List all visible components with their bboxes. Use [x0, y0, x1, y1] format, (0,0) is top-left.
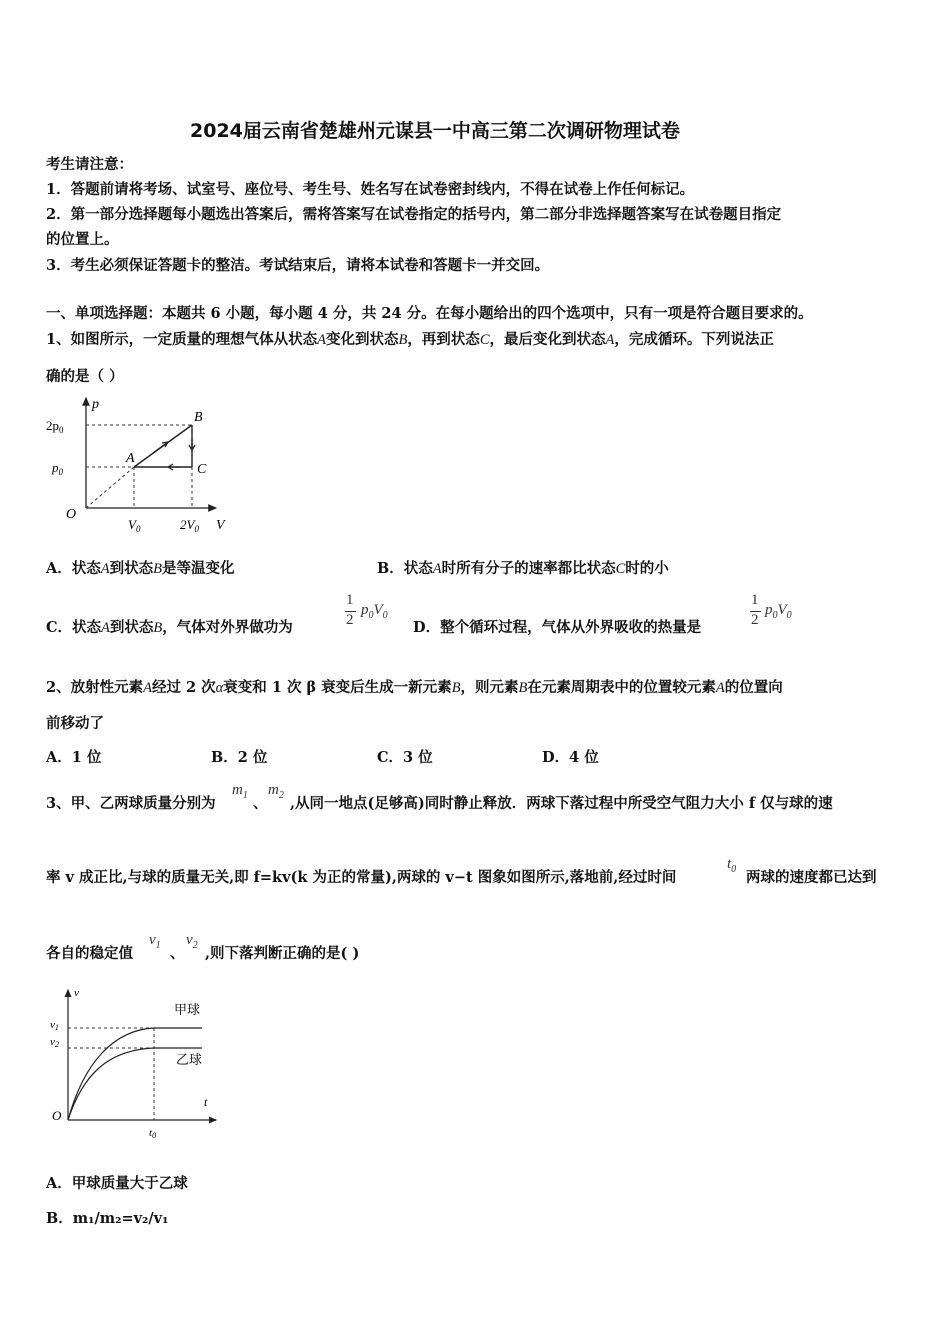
notice-item-3: 3．考生必须保证答题卡的整洁。考试结束后，请将本试卷和答题卡一并交回。 [46, 257, 550, 274]
q1-x-tick-2v0: $2V_0$ [180, 517, 199, 532]
q1-option-d: D．整个循环过程，气体从外界吸收的热量是 [413, 619, 702, 636]
q3-v2-tick: v2 [50, 1036, 59, 1049]
q1-y-tick-2p0: $2p_0$ [46, 418, 64, 435]
notice-item-2: 2．第一部分选择题每小题选出答案后，需将答案写在试卷指定的括号内，第二部分非选择题答案写在试卷题目指定 [46, 206, 782, 223]
q1-pv-graph [40, 392, 240, 532]
q3-v2: $v_2$ [186, 932, 198, 951]
q2-option-d: D．4 位 [542, 749, 599, 766]
section-heading: 一、单项选择题：本题共 6 小题，每小题 4 分，共 24 分。在每小题给出的四个选项中，只有一项是符合题目要求的。 [46, 305, 813, 322]
q3-label-jia: 甲球 [174, 1003, 201, 1018]
q3-sep1: 、 [253, 795, 268, 812]
q1-y-label: p [92, 397, 99, 412]
notice-heading: 考生请注意： [46, 156, 133, 173]
q3-option-a: A．甲球质量大于乙球 [46, 1175, 188, 1192]
q3-v1-tick: v1 [50, 1019, 59, 1032]
notice-item-1: 1．答题前请将考场、试室号、座位号、考生号、姓名写在试卷密封线内，不得在试卷上作任何标记。 [46, 181, 695, 198]
q1-option-c: C．状态A到状态B，气体对外界做功为 [46, 619, 293, 636]
q3-curve-jia [68, 1028, 202, 1120]
q1-option-d-p0v0: $p_0V_0$ [765, 602, 792, 621]
q3-m1: $m_1$ [232, 782, 248, 801]
q2-option-a: A．1 位 [46, 749, 102, 766]
q3-stem-line1-cont: ,从同一地点(足够高)同时静止释放．两球下落过程中所受空气阻力大小 f 仅与球的速 [290, 795, 833, 812]
q3-origin-label: O [52, 1108, 62, 1123]
q2-option-b: B．2 位 [211, 749, 268, 766]
q3-m2: $m_2$ [268, 782, 284, 801]
q1-stem-line2: 确的是（ ） [46, 368, 124, 385]
notice-item-2-cont: 的位置上。 [46, 231, 119, 248]
q1-x-tick-v0: $V_0$ [128, 517, 141, 532]
q3-label-yi: 乙球 [176, 1053, 203, 1068]
q1-stem-line1: 1、如图所示，一定质量的理想气体从状态A变化到状态B，再到状态C，最后变化到状态A，完成循环。下列说法正 [46, 331, 774, 348]
q1-point-a: A [126, 451, 135, 466]
q1-point-b: B [194, 410, 203, 425]
q3-option-b: B．m₁/m₂=v₂/v₁ [46, 1210, 169, 1227]
q1-x-label: V [216, 518, 225, 532]
q2-stem-line1: 2、放射性元素A经过 2 次α衰变和 1 次 β 衰变后生成一新元素B，则元素B在元素周期表中的位置较元素A的位置向 [46, 679, 783, 696]
q3-t0-tick: t0 [149, 1127, 157, 1140]
q3-stem-line2: 率 v 成正比,与球的质量无关,即 f=kv(k 为正的常量),两球的 v−t 图象如图所示,落地前,经过时间 [46, 869, 677, 886]
q1-origin-label: O [66, 507, 77, 522]
q1-option-b: B．状态A时所有分子的速率都比状态C时的小 [377, 560, 669, 577]
q2-stem-line2: 前移动了 [46, 715, 104, 732]
q3-stem-line1: 3、甲、乙两球质量分别为 [46, 795, 216, 812]
q3-stem-line2-cont: 两球的速度都已达到 [746, 869, 877, 886]
q1-y-tick-p0: $p_0$ [52, 460, 63, 477]
page-title: 2024届云南省楚雄州元谋县一中高三第二次调研物理试卷 [190, 120, 680, 142]
q3-v1: $v_1$ [149, 932, 161, 951]
q2-option-c: C．3 位 [377, 749, 433, 766]
q1-option-c-p0v0: $p_0V_0$ [361, 602, 388, 621]
q3-t0: $t_0$ [727, 856, 737, 875]
q1-option-a: A．状态A到状态B是等温变化 [46, 560, 235, 577]
q3-stem-line3-cont: ,则下落判断正确的是( ) [205, 945, 360, 962]
q3-stem-line3: 各自的稳定值 [46, 945, 133, 962]
q3-y-label: v [74, 987, 79, 999]
q3-sep2: 、 [170, 945, 185, 962]
q3-vt-graph [44, 982, 224, 1142]
q1-point-c: C [197, 462, 207, 477]
q3-x-label: t [204, 1095, 208, 1109]
